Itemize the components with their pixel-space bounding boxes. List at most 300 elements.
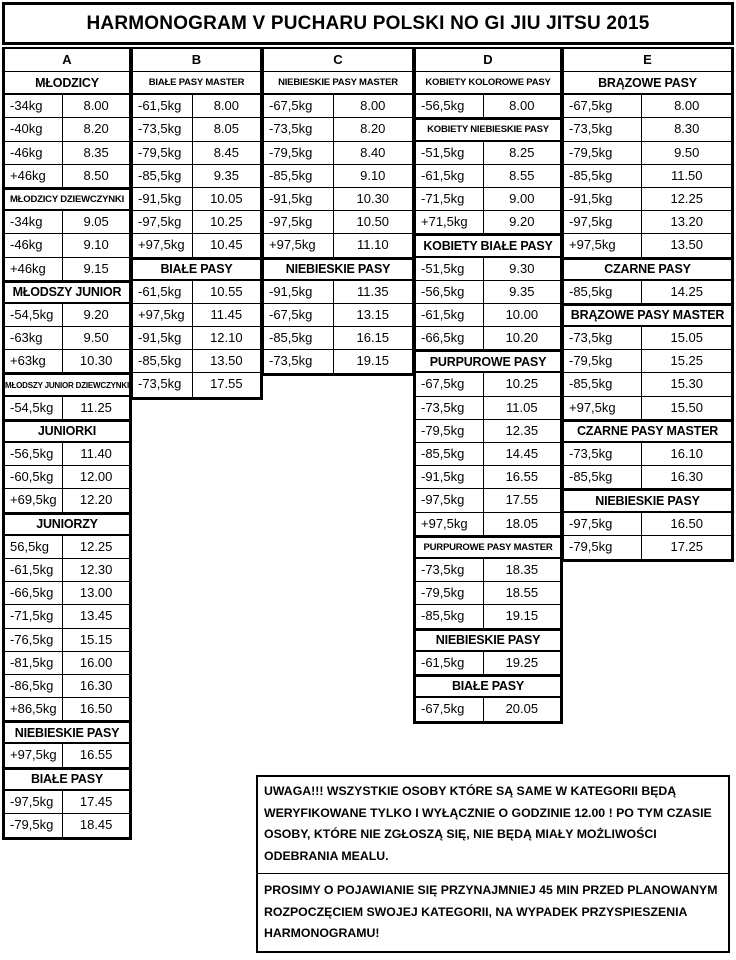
schedule-row	[564, 373, 731, 396]
schedule-row	[564, 95, 731, 118]
schedule-row	[133, 281, 260, 304]
start-time: 15.25	[670, 353, 704, 369]
start-time: 10.30	[79, 353, 113, 369]
schedule-row	[264, 165, 412, 188]
schedule-row	[133, 211, 260, 234]
start-time: 16.50	[670, 515, 704, 531]
start-time: 10.25	[210, 214, 243, 230]
schedule-row	[264, 188, 412, 211]
weight-class: -71,5kg	[5, 605, 63, 627]
start-time: 16.15	[356, 330, 390, 346]
notice-box	[256, 775, 730, 953]
weight-class: -73,5kg	[264, 350, 334, 373]
category-label: MŁODSZY JUNIOR DZIEWCZYNKI	[5, 380, 129, 390]
column-letter: A	[5, 49, 129, 72]
start-time: 9.10	[83, 237, 109, 253]
start-time: 8.30	[674, 121, 700, 137]
start-time: 16.30	[670, 469, 704, 485]
category-header	[5, 721, 129, 744]
start-time: 10.55	[210, 283, 243, 299]
start-time: 11.50	[670, 167, 703, 183]
schedule-row	[264, 327, 412, 350]
weight-class: -40kg	[5, 118, 63, 140]
notice-paragraph-1: UWAGA!!! WSZYSTKIE OSOBY KTÓRE SĄ SAME W KATEGORII BĘDĄ WERYFIKOWANE TYLKO I WYŁĄCZNIE O GODZINIE 12.00 ! PO TYM CZASIE OSOBY, KTÓRE NIE ZGŁOSZĄ SIĘ, NIE BĘDĄ MIAŁY MOŻLIWOŚCI ODEBRANIA MEALU.	[264, 784, 712, 863]
schedule-row	[264, 304, 412, 327]
weight-class: -34kg	[5, 95, 63, 117]
schedule-row	[416, 466, 560, 489]
weight-class: -73,5kg	[264, 118, 334, 140]
weight-class: +97,5kg	[133, 304, 193, 326]
weight-class: +97,5kg	[416, 513, 484, 535]
weight-class: -73,5kg	[564, 327, 642, 349]
start-time: 18.55	[505, 585, 539, 601]
schedule-row	[5, 698, 129, 721]
weight-class: -91,5kg	[264, 188, 334, 210]
weight-class: -79,5kg	[133, 142, 193, 164]
start-time: 15.05	[670, 330, 704, 346]
schedule-row	[5, 489, 129, 512]
schedule-row	[5, 304, 129, 327]
schedule-row	[133, 165, 260, 188]
category-label: BRĄZOWE PASY MASTER	[570, 308, 725, 323]
weight-class: -61,5kg	[133, 281, 193, 303]
start-time: 8.00	[509, 98, 535, 114]
schedule-row	[5, 211, 129, 234]
schedule-row	[5, 443, 129, 466]
weight-class: -34kg	[5, 211, 63, 233]
schedule-row	[564, 165, 731, 188]
weight-class: +46kg	[5, 165, 63, 187]
weight-class: +63kg	[5, 350, 63, 372]
schedule-row	[133, 142, 260, 165]
start-time: 9.05	[83, 214, 109, 230]
category-label: BIAŁE PASY	[160, 262, 233, 277]
schedule-row	[416, 605, 560, 628]
start-time: 10.20	[505, 330, 539, 346]
weight-class: -85,5kg	[264, 327, 334, 349]
start-time: 17.55	[505, 492, 539, 508]
weight-class: -76,5kg	[5, 629, 63, 651]
weight-class: -79,5kg	[416, 420, 484, 442]
start-time: 8.00	[674, 98, 700, 114]
weight-class: -81,5kg	[5, 652, 63, 674]
weight-class: -91,5kg	[564, 188, 642, 210]
schedule-row	[5, 466, 129, 489]
start-time: 8.00	[360, 98, 386, 114]
category-label: MŁODZICY	[35, 75, 99, 90]
schedule-row	[564, 234, 731, 257]
page-title: HARMONOGRAM V PUCHARU POLSKI NO GI JIU JITSU 2015	[2, 2, 734, 45]
category-header	[416, 234, 560, 257]
weight-class: -61,5kg	[5, 559, 63, 581]
start-time: 10.30	[356, 190, 390, 206]
schedule-row	[133, 327, 260, 350]
start-time: 16.55	[505, 469, 539, 485]
start-time: 8.20	[83, 121, 109, 137]
category-label: BRĄZOWE PASY	[598, 75, 697, 90]
weight-class: -73,5kg	[564, 443, 642, 465]
category-header	[5, 188, 129, 211]
weight-class: -85,5kg	[133, 165, 193, 187]
weight-class: -79,5kg	[564, 350, 642, 372]
start-time: 12.00	[79, 469, 113, 485]
schedule-row	[416, 142, 560, 165]
start-time: 15.30	[670, 376, 704, 392]
weight-class: -46kg	[5, 234, 63, 256]
category-header	[564, 304, 731, 327]
schedule-row	[5, 165, 129, 188]
weight-class: -97,5kg	[264, 211, 334, 233]
start-time: 8.35	[83, 144, 109, 160]
schedule-row	[564, 536, 731, 559]
weight-class: -79,5kg	[264, 142, 334, 164]
schedule-row	[133, 118, 260, 141]
category-label: CZARNE PASY MASTER	[576, 424, 719, 439]
schedule-row	[416, 698, 560, 721]
start-time: 20.05	[505, 701, 539, 717]
start-time: 12.25	[79, 538, 113, 554]
schedule-row	[564, 142, 731, 165]
schedule-row	[5, 582, 129, 605]
start-time: 13.50	[210, 353, 243, 369]
weight-class: -85,5kg	[133, 350, 193, 372]
schedule-row	[264, 234, 412, 257]
category-header	[416, 536, 560, 559]
category-header	[5, 513, 129, 536]
start-time: 13.50	[670, 237, 704, 253]
start-time: 9.35	[213, 167, 239, 183]
weight-class: -51,5kg	[416, 258, 484, 280]
schedule-row	[133, 188, 260, 211]
weight-class: -85,5kg	[264, 165, 334, 187]
weight-class: -67,5kg	[564, 95, 642, 117]
schedule-row	[416, 489, 560, 512]
start-time: 8.20	[360, 121, 386, 137]
weight-class: +86,5kg	[5, 698, 63, 720]
weight-class: -67,5kg	[264, 95, 334, 117]
schedule-row	[133, 350, 260, 373]
start-time: 12.10	[210, 330, 243, 346]
weight-class: -56,5kg	[5, 443, 63, 465]
start-time: 9.50	[83, 330, 109, 346]
weight-class: -67,5kg	[416, 373, 484, 395]
start-time: 11.45	[210, 306, 243, 322]
category-header	[416, 118, 560, 141]
schedule-row	[416, 281, 560, 304]
schedule-row	[133, 234, 260, 257]
column-a	[2, 47, 132, 840]
schedule-row	[133, 304, 260, 327]
category-header	[264, 258, 412, 281]
schedule-row	[416, 258, 560, 281]
schedule-row	[416, 95, 560, 118]
start-time: 13.45	[79, 608, 113, 624]
schedule-row	[5, 397, 129, 420]
weight-class: -73,5kg	[564, 118, 642, 140]
category-label: MŁODSZY JUNIOR	[12, 285, 122, 300]
schedule-row	[5, 559, 129, 582]
category-label: KOBIETY BIAŁE PASY	[423, 238, 553, 253]
schedule-row	[416, 513, 560, 536]
start-time: 12.30	[79, 561, 113, 577]
category-header	[416, 72, 560, 95]
schedule-row	[416, 188, 560, 211]
category-header	[5, 420, 129, 443]
weight-class: -66,5kg	[5, 582, 63, 604]
category-header	[416, 629, 560, 652]
start-time: 8.05	[213, 121, 239, 137]
schedule-row	[5, 744, 129, 767]
weight-class: +97,5kg	[564, 234, 642, 256]
start-time: 8.40	[360, 144, 386, 160]
category-label: KOBIETY KOLOROWE PASY	[425, 77, 551, 89]
schedule-row	[133, 95, 260, 118]
weight-class: -86,5kg	[5, 675, 63, 697]
weight-class: -97,5kg	[133, 211, 193, 233]
schedule-row	[5, 234, 129, 257]
weight-class: +97,5kg	[133, 234, 193, 256]
schedule-row	[264, 118, 412, 141]
start-time: 8.25	[509, 144, 535, 160]
schedule-row	[564, 211, 731, 234]
category-header	[564, 72, 731, 95]
weight-class: +71,5kg	[416, 211, 484, 233]
start-time: 18.05	[505, 515, 539, 531]
category-label: JUNIORZY	[36, 517, 98, 532]
weight-class: -73,5kg	[416, 397, 484, 419]
weight-class: -85,5kg	[416, 605, 484, 627]
schedule-row	[416, 420, 560, 443]
column-letter: D	[416, 49, 560, 72]
weight-class: -97,5kg	[564, 211, 642, 233]
start-time: 17.45	[79, 793, 113, 809]
start-time: 10.25	[505, 376, 539, 392]
category-header	[264, 72, 412, 95]
weight-class: -54,5kg	[5, 397, 63, 419]
schedule-row	[416, 559, 560, 582]
weight-class: +97,5kg	[564, 397, 642, 419]
weight-class: -73,5kg	[133, 373, 193, 396]
column-c	[261, 47, 415, 376]
start-time: 15.50	[670, 399, 704, 415]
weight-class: -61,5kg	[416, 652, 484, 674]
schedule-row	[416, 373, 560, 396]
weight-class: -66,5kg	[416, 327, 484, 349]
schedule-row	[564, 188, 731, 211]
start-time: 13.20	[670, 214, 704, 230]
start-time: 19.15	[505, 608, 539, 624]
start-time: 17.25	[670, 538, 704, 554]
category-label: NIEBIESKIE PASY	[435, 633, 541, 648]
weight-class: -91,5kg	[133, 327, 193, 349]
start-time: 9.50	[674, 144, 700, 160]
start-time: 14.25	[670, 283, 704, 299]
start-time: 18.45	[79, 817, 113, 832]
start-time: 9.30	[509, 260, 535, 276]
weight-class: -79,5kg	[5, 814, 63, 837]
category-header	[564, 420, 731, 443]
start-time: 12.20	[79, 492, 113, 508]
schedule-row	[416, 165, 560, 188]
start-time: 11.05	[506, 399, 538, 415]
schedule-row	[5, 327, 129, 350]
schedule-row	[564, 466, 731, 489]
start-time: 11.35	[356, 283, 389, 299]
category-label: NIEBIESKIE PASY	[285, 262, 391, 277]
weight-class: -91,5kg	[133, 188, 193, 210]
start-time: 16.00	[79, 654, 113, 670]
notice-paragraph-2: PROSIMY O POJAWIANIE SIĘ PRZYNAJMNIEJ 45 MIN PRZED PLANOWANYM ROZPOCZĘCIEM SWOJEJ KATEGORII, NA WYPADEK PRZYSPIESZENIA HARMONOGRAMU!	[264, 883, 718, 940]
weight-class: -67,5kg	[264, 304, 334, 326]
start-time: 8.55	[509, 167, 535, 183]
start-time: 16.50	[79, 701, 113, 717]
schedule-row	[264, 142, 412, 165]
category-label: NIEBIESKIE PASY MASTER	[278, 77, 398, 89]
schedule-row	[416, 211, 560, 234]
schedule-row	[564, 350, 731, 373]
schedule-row	[5, 350, 129, 373]
schedule-row	[264, 211, 412, 234]
start-time: 16.55	[79, 747, 113, 763]
start-time: 10.50	[356, 214, 390, 230]
start-time: 8.50	[83, 167, 109, 183]
start-time: 9.15	[83, 260, 109, 276]
schedule-row	[264, 281, 412, 304]
category-header	[564, 258, 731, 281]
start-time: 8.00	[83, 98, 109, 114]
start-time: 12.25	[670, 190, 704, 206]
schedule-row	[264, 350, 412, 373]
schedule-row	[5, 629, 129, 652]
weight-class: -56,5kg	[416, 281, 484, 303]
weight-class: -46kg	[5, 142, 63, 164]
weight-class: -73,5kg	[133, 118, 193, 140]
weight-class: +69,5kg	[5, 489, 63, 511]
start-time: 16.30	[79, 677, 113, 693]
schedule-row	[5, 258, 129, 281]
category-label: BIAŁE PASY	[451, 679, 525, 694]
schedule-row	[416, 652, 560, 675]
category-label: JUNIORKI	[37, 424, 97, 439]
start-time: 19.15	[356, 353, 390, 369]
weight-class: -54,5kg	[5, 304, 63, 326]
start-time: 19.25	[505, 654, 539, 670]
schedule-row	[133, 373, 260, 396]
category-header	[416, 675, 560, 698]
weight-class: -79,5kg	[416, 582, 484, 604]
schedule-row	[264, 95, 412, 118]
start-time: 9.20	[509, 214, 535, 230]
column-d	[413, 47, 563, 724]
weight-class: -91,5kg	[264, 281, 334, 303]
category-header	[133, 72, 260, 95]
category-header	[5, 72, 129, 95]
schedule-row	[564, 327, 731, 350]
notice-divider	[258, 873, 728, 874]
start-time: 10.05	[210, 190, 243, 206]
category-label: NIEBIESKIE PASY	[14, 725, 120, 740]
category-label: KOBIETY NIEBIESKIE PASY	[427, 124, 549, 136]
category-header	[416, 350, 560, 373]
column-letter: C	[264, 49, 412, 72]
schedule-row	[416, 582, 560, 605]
weight-class: +97,5kg	[5, 744, 63, 766]
schedule-row	[416, 443, 560, 466]
start-time: 8.00	[213, 98, 239, 114]
start-time: 18.35	[505, 561, 539, 577]
category-label: MŁODZICY DZIEWCZYNKI	[9, 194, 125, 206]
weight-class: -56,5kg	[416, 95, 484, 117]
start-time: 10.45	[210, 237, 243, 253]
schedule-row	[5, 814, 129, 837]
category-label: CZARNE PASY	[604, 262, 691, 277]
weight-class: -97,5kg	[564, 513, 642, 535]
weight-class: -60,5kg	[5, 466, 63, 488]
weight-class: -73,5kg	[416, 559, 484, 581]
start-time: 9.35	[509, 283, 535, 299]
schedule-row	[5, 791, 129, 814]
category-label: PURPUROWE PASY	[429, 354, 547, 369]
weight-class: -63kg	[5, 327, 63, 349]
category-label: BIAŁE PASY	[30, 772, 104, 787]
schedule-row	[416, 327, 560, 350]
start-time: 15.15	[79, 631, 113, 647]
weight-class: +97,5kg	[264, 234, 334, 256]
weight-class: -61,5kg	[416, 165, 484, 187]
category-header	[133, 258, 260, 281]
weight-class: -61,5kg	[416, 304, 484, 326]
schedule-row	[564, 397, 731, 420]
schedule-row	[5, 95, 129, 118]
weight-class: -97,5kg	[416, 489, 484, 511]
weight-class: -85,5kg	[564, 373, 642, 395]
weight-class: -85,5kg	[564, 466, 642, 488]
schedule-row	[5, 605, 129, 628]
start-time: 12.35	[505, 422, 539, 438]
category-header	[5, 281, 129, 304]
schedule-row	[416, 397, 560, 420]
schedule-row	[5, 675, 129, 698]
column-letter: B	[133, 49, 260, 72]
start-time: 11.10	[356, 237, 389, 253]
category-label: NIEBIESKIE PASY	[595, 493, 700, 508]
start-time: 14.45	[505, 446, 539, 461]
weight-class: -85,5kg	[564, 281, 642, 303]
weight-class: 56,5kg	[5, 536, 63, 558]
schedule-row	[564, 443, 731, 466]
schedule-row	[416, 304, 560, 327]
weight-class: -79,5kg	[564, 142, 642, 164]
category-label: PURPUROWE PASY MASTER	[423, 541, 553, 553]
column-b	[130, 47, 263, 400]
weight-class: -85,5kg	[564, 165, 642, 187]
weight-class: -67,5kg	[416, 698, 484, 721]
schedule-row	[5, 536, 129, 559]
category-header	[5, 373, 129, 396]
weight-class: -61,5kg	[133, 95, 193, 117]
start-time: 13.15	[356, 306, 390, 322]
weight-class: +46kg	[5, 258, 63, 280]
schedule-row	[564, 513, 731, 536]
weight-class: -85,5kg	[416, 443, 484, 465]
weight-class: -51,5kg	[416, 142, 484, 164]
schedule-row	[5, 118, 129, 141]
schedule-row	[564, 281, 731, 304]
schedule-row	[5, 142, 129, 165]
start-time: 16.10	[670, 446, 704, 461]
schedule-row	[5, 652, 129, 675]
start-time: 9.10	[360, 167, 386, 183]
